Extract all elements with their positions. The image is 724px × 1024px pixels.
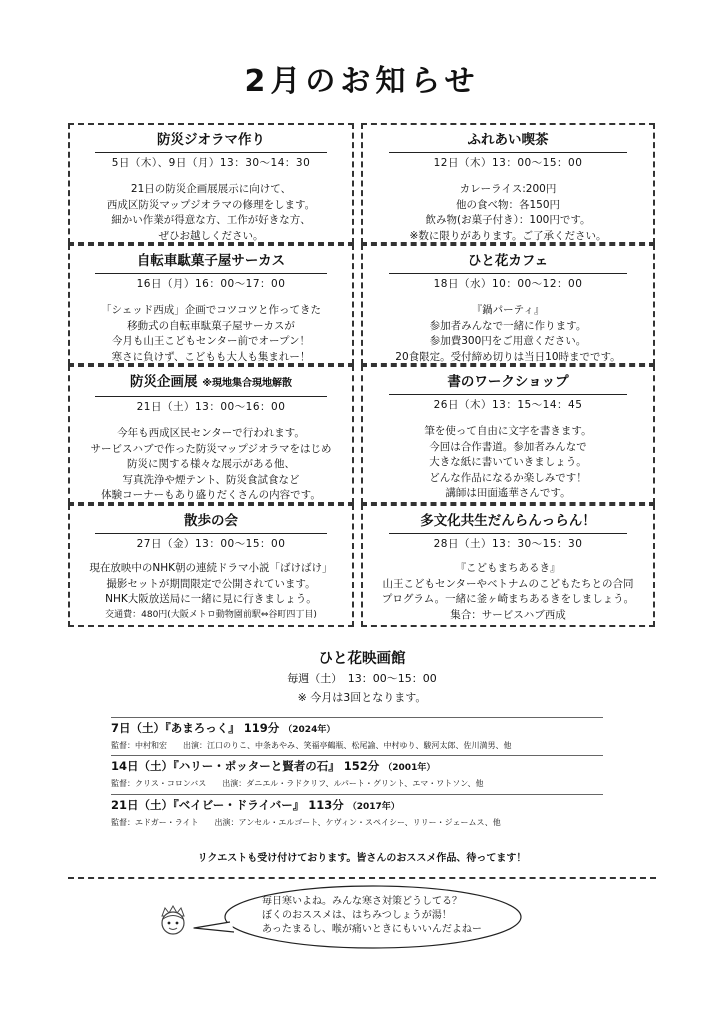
event-line: プログラム。一緒に釜ヶ崎まちあるきをしましょう。	[381, 593, 635, 606]
event-box	[361, 123, 655, 244]
event-line: 寒さに負けず、こどもも大人も集まれー！	[111, 350, 311, 363]
event-box	[361, 244, 655, 365]
event-box	[68, 504, 354, 627]
event-name: 防災企画展	[130, 374, 198, 390]
event-line: 体験コーナーもあり盛りだくさんの内容です。	[101, 489, 321, 502]
film-year: （2001年）	[383, 763, 436, 773]
event-line: 20食限定。受付締め切りは当日10時までです。	[395, 350, 621, 363]
film-heading	[111, 758, 603, 774]
event-name: 防災ジオラマ作り	[95, 131, 326, 153]
event-line: 21日の防災企画展展示に向けて、	[130, 183, 292, 195]
request-message: リクエストも受け付けております。皆さんのおススメ作品、待ってます！	[197, 853, 527, 864]
event-line: 西成区防災マップジオラマの修理をします。	[106, 198, 316, 211]
section-divider	[68, 877, 656, 879]
event-box	[68, 244, 354, 365]
event-line: 飲み物(お菓子付き）：100円です。	[425, 214, 591, 227]
event-line: ※数に限りがあります。ご了承ください。	[409, 229, 607, 242]
event-line: 集合：サービスハブ西成	[450, 608, 566, 621]
event-time: 18日（水）10：00～12：00	[433, 278, 583, 290]
event-line: 写真洗浄や煙テント、防災食試食など	[122, 473, 300, 486]
event-line: 参加者みんなで一緒に作ります。	[429, 319, 587, 332]
event-line: サービスハブで作った防災マップジオラマをはじめ	[90, 442, 332, 455]
event-name: 多文化共生だんらんっらん！	[389, 512, 627, 534]
film-entry	[111, 794, 603, 828]
bubble-line: あったまるし、喉が痛いときにもいいんだよねー	[262, 924, 482, 935]
film-year: （2024年）	[283, 725, 336, 735]
film-entry	[111, 755, 603, 789]
event-line: どんな作品になるか楽しみです！	[429, 471, 587, 484]
event-box	[68, 123, 354, 244]
event-description	[70, 303, 352, 365]
event-name: 散歩の会	[95, 512, 326, 534]
event-time: 12日（木）13：00～15：00	[433, 157, 583, 169]
film-heading	[111, 797, 603, 813]
event-description	[70, 182, 352, 244]
cinema-note: ※ 今月は3回となります。	[297, 691, 427, 704]
event-time: 5日（木）、9日（月）13：30～14：30	[111, 157, 311, 169]
event-line: 現在放映中のNHK朝の連続ドラマ小説「ばけばけ」	[89, 562, 333, 574]
page-title: 2月のお知らせ	[244, 64, 480, 99]
event-line: 細かい作業が得意な方、工作が好きな方、	[111, 214, 311, 227]
film-title: 21日（土）『ベイビー・ドライバー』 113分	[111, 798, 344, 812]
event-line: 講師は田面遙華さんです。	[445, 487, 571, 500]
event-description	[363, 561, 653, 623]
event-description	[70, 561, 352, 623]
film-credits: 監督：クリス・コロンバス 出演：ダニエル・ラドクリフ、ルパート・グリント、エマ・ワトソン、他	[111, 779, 484, 788]
event-line: 筆を使って自由に文字を書きます。	[424, 425, 592, 437]
film-year: （2017年）	[347, 802, 400, 812]
event-box	[361, 365, 655, 504]
event-line: 大きな紙に書いていきましょう。	[429, 456, 587, 469]
event-note: ※現地集合現地解散	[202, 378, 292, 389]
film-entry	[111, 717, 603, 751]
event-description	[363, 303, 653, 365]
event-line: NHK大阪放送局に一緒に見に行きましょう。	[105, 593, 317, 606]
event-line: 今月も山王こどもセンター前でオープン！	[111, 335, 311, 348]
event-line: カレーライス:200円	[459, 183, 557, 195]
event-line: 移動式の自転車駄菓子屋サーカスが	[127, 319, 295, 332]
event-line: 他の食べ物：各150円	[455, 198, 561, 211]
film-title: 7日（土）『あまろっく』 119分	[111, 721, 280, 735]
event-line: 山王こどもセンターやベトナムのこどもたちとの合同	[382, 577, 634, 590]
film-credits: 監督：中村和宏 出演：江口のりこ、中条あやみ、笑福亭鶴瓶、松尾諭、中村ゆり、駿河太郎、佐川満男、他	[111, 741, 512, 750]
event-box	[68, 365, 354, 504]
event-line: 参加費300円をご用意ください。	[429, 335, 587, 348]
event-name: ひと花カフェ	[389, 252, 627, 274]
event-time: 27日（金）13：00～15：00	[136, 538, 286, 550]
event-line: 防災に関する様々な展示がある他、	[127, 458, 295, 471]
event-line: ぜひお越しください。	[158, 229, 264, 242]
cinema-schedule: 毎週（土） 13：00～15：00	[287, 672, 437, 685]
film-heading	[111, 720, 603, 736]
event-fare: 交通費：480円(大阪メトロ動物園前駅⇔谷町四丁目)	[105, 609, 317, 620]
event-time: 26日（木）13：15～14：45	[433, 399, 583, 411]
speech-bubble-text	[262, 895, 502, 937]
film-credits: 監督：エドガー・ライト 出演：アンセル・エルゴート、ケヴィン・スペイシー、リリー・ジェームス、他	[111, 818, 501, 827]
event-box	[361, 504, 655, 627]
event-line: 『こどもまちあるき』	[455, 562, 561, 574]
event-time: 21日（土）13：00～16：00	[136, 401, 286, 413]
event-heading	[95, 373, 326, 397]
event-description	[363, 182, 653, 244]
event-name: 自転車駄菓子屋サーカス	[95, 252, 326, 274]
event-line: 『鍋パーティ』	[471, 304, 545, 316]
event-line: 撮影セットが期間限定で公開されています。	[106, 577, 316, 590]
event-name: 書のワークショップ	[389, 373, 627, 395]
mascot-icon	[158, 904, 188, 938]
event-name: ふれあい喫茶	[389, 131, 627, 153]
event-line: 「シェッド西成」企画でコツコツと作ってきた	[100, 304, 322, 316]
event-time: 28日（土）13：30～15：30	[433, 538, 583, 550]
cinema-title: ひと花映画館	[318, 651, 406, 667]
bubble-line: ぼくのおススメは、はちみつしょうが湯！	[262, 910, 452, 921]
event-description	[70, 426, 352, 504]
bubble-line: 毎日寒いよね。みんな寒さ対策どうしてる？	[262, 896, 462, 907]
event-time: 16日（月）16：00～17：00	[136, 278, 286, 290]
event-line: 今年も西成区民センターで行われます。	[117, 427, 305, 439]
film-title: 14日（土）『ハリー・ポッターと賢者の石』 152分	[111, 759, 380, 773]
event-description	[363, 424, 653, 502]
event-line: 今回は合作書道。参加者みんなで	[429, 440, 587, 453]
